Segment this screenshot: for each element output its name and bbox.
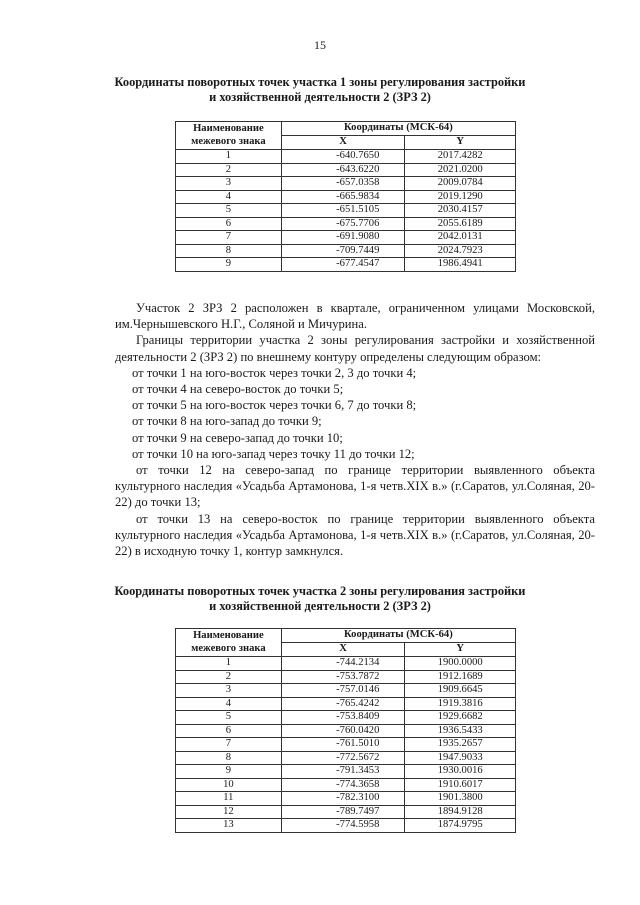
cell-marker-number: 6 [176,217,282,231]
table-row [176,765,516,779]
table-row [176,150,516,164]
table-row [176,792,516,806]
boundary-step: от точки 1 на юго-восток через точки 2, 3 до точки 4; [132,365,417,380]
cell-y: 1935.2657 [405,738,516,752]
cell-y: 1900.0000 [405,657,516,671]
cell-marker-number: 5 [176,711,282,725]
cell-x: -789.7497 [281,805,405,819]
table-row [176,244,516,258]
cell-marker-number: 2 [176,163,282,177]
table-row [176,711,516,725]
table-row [176,724,516,738]
table-row [176,204,516,218]
cell-y: 2024.7923 [405,244,516,258]
table-row [176,670,516,684]
cell-marker-number: 8 [176,751,282,765]
cell-y: 1947.9033 [405,751,516,765]
cell-y: 2030.4157 [405,204,516,218]
cell-marker-number: 7 [176,231,282,245]
cell-marker-number: 4 [176,697,282,711]
header-coordinates: Координаты (МСК-64) [281,122,515,136]
boundary-step: от точки 4 на северо-восток до точки 5; [132,382,344,397]
cell-y: 1910.6017 [405,778,516,792]
table1-title-line2: и хозяйственной деятельности 2 (ЗРЗ 2) [209,90,431,104]
cell-marker-number: 1 [176,657,282,671]
cell-x: -675.7706 [281,217,405,231]
header-y: Y [405,136,516,150]
cell-marker-number: 8 [176,244,282,258]
cell-x: -665.9834 [281,190,405,204]
cell-y: 2019.1290 [405,190,516,204]
boundary-step: от точки 8 на юго-запад до точки 9; [132,414,322,429]
cell-y: 1901.3800 [405,792,516,806]
boundary-step-long: от точки 12 на северо-запад по границе территории выявленного объекта культурного наследия «Усадьба Артамонова, 1-я четв.XIX в.» (г.Саратов, ул.Соляная, 20-22) до точки 13; [115,463,595,510]
paragraph-boundaries: Границы территории участка 2 зоны регулирования застройки и хозяйственной деятельности 2 (ЗРЗ 2) по внешнему контуру определены следующим образом: [115,333,595,364]
cell-x: -772.5672 [281,751,405,765]
table-row [176,697,516,711]
table-row [176,657,516,671]
paragraph-location: Участок 2 ЗРЗ 2 расположен в квартале, ограниченном улицами Московской, им.Чернышевского Н.Г., Соляной и Мичурина. [115,301,595,332]
page-number: 15 [314,38,326,52]
cell-y: 1912.1689 [405,670,516,684]
header-marker-name: Наименование межевого знака [176,122,282,150]
table2-title-line1: Координаты поворотных точек участка 2 зоны регулирования застройки [114,584,526,598]
cell-y: 1986.4941 [405,258,516,272]
cell-x: -753.8409 [281,711,405,725]
cell-y: 1936.5433 [405,724,516,738]
cell-x: -709.7449 [281,244,405,258]
table-row [176,738,516,752]
cell-marker-number: 3 [176,684,282,698]
cell-marker-number: 4 [176,190,282,204]
cell-x: -640.7650 [281,150,405,164]
cell-x: -753.7872 [281,670,405,684]
table-row [176,231,516,245]
header-x: X [281,643,405,657]
cell-y: 1909.6645 [405,684,516,698]
table-row [176,684,516,698]
table2-title-line2: и хозяйственной деятельности 2 (ЗРЗ 2) [209,599,431,613]
cell-y: 2042.0131 [405,231,516,245]
cell-x: -757.0146 [281,684,405,698]
cell-x: -765.4242 [281,697,405,711]
cell-marker-number: 3 [176,177,282,191]
header-y: Y [405,643,516,657]
cell-marker-number: 5 [176,204,282,218]
cell-y: 2017.4282 [405,150,516,164]
table-row [176,819,516,833]
cell-y: 1929.6682 [405,711,516,725]
cell-marker-number: 7 [176,738,282,752]
cell-marker-number: 12 [176,805,282,819]
table-row [176,258,516,272]
table-row [176,778,516,792]
cell-marker-number: 6 [176,724,282,738]
table-row [176,805,516,819]
header-x: X [281,136,405,150]
cell-x: -774.5958 [281,819,405,833]
cell-marker-number: 10 [176,778,282,792]
cell-y: 2021.0200 [405,163,516,177]
boundary-step: от точки 5 на юго-восток через точки 6, 7 до точки 8; [132,398,417,413]
cell-y: 1919.3816 [405,697,516,711]
cell-marker-number: 11 [176,792,282,806]
cell-x: -651.5105 [281,204,405,218]
table-row [176,217,516,231]
coordinates-table-2 [175,628,516,833]
cell-x: -791.3453 [281,765,405,779]
cell-y: 1930.0016 [405,765,516,779]
cell-x: -782.3100 [281,792,405,806]
cell-x: -774.3658 [281,778,405,792]
header-coordinates: Координаты (МСК-64) [281,629,515,643]
table1-title [100,75,540,105]
cell-x: -744.2134 [281,657,405,671]
cell-marker-number: 9 [176,765,282,779]
cell-marker-number: 1 [176,150,282,164]
boundary-step: от точки 9 на северо-запад до точки 10; [132,430,343,445]
cell-x: -643.6220 [281,163,405,177]
cell-x: -691.9080 [281,231,405,245]
cell-marker-number: 2 [176,670,282,684]
cell-marker-number: 9 [176,258,282,272]
cell-x: -657.0358 [281,177,405,191]
boundary-description [115,300,595,559]
boundary-step-long: от точки 13 на северо-восток по границе территории выявленного объекта культурного наследия «Усадьба Артамонова, 1-я четв.XIX в.» (г.Саратов, ул.Соляная, 20-22) в исходную точку 1, контур замкнулся. [115,511,595,559]
table1-title-line1: Координаты поворотных точек участка 1 зоны регулирования застройки [114,75,526,89]
cell-y: 1894.9128 [405,805,516,819]
table-row [176,163,516,177]
coordinates-table-1 [175,121,516,272]
table2-title [100,584,540,614]
header-marker-name: Наименование межевого знака [176,629,282,657]
cell-y: 1874.9795 [405,819,516,833]
cell-y: 2009.0784 [405,177,516,191]
boundary-step: от точки 10 на юго-запад через точку 11 до точки 12; [132,446,415,461]
table-row [176,190,516,204]
table-row [176,751,516,765]
cell-x: -761.5010 [281,738,405,752]
cell-x: -677.4547 [281,258,405,272]
table-row [176,177,516,191]
cell-x: -760.0420 [281,724,405,738]
cell-marker-number: 13 [176,819,282,833]
cell-y: 2055.6189 [405,217,516,231]
